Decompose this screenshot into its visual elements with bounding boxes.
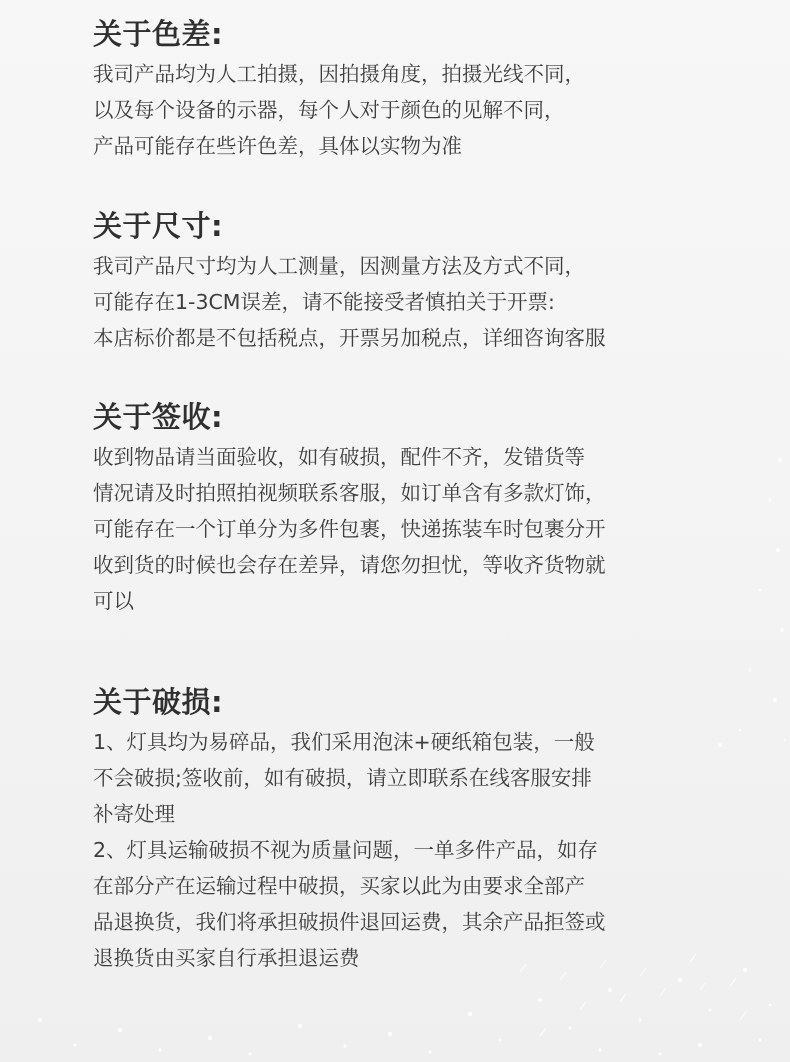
section-body xyxy=(93,439,733,619)
text-line: 1、灯具均为易碎品，我们采用泡沫+硬纸箱包装，一般 xyxy=(93,730,595,754)
section-damage xyxy=(93,682,733,976)
text-line: 在部分产在运输过程中破损，买家以此为由要求全部产 xyxy=(93,874,585,898)
text-line: 产品可能存在些许色差，具体以实物为准 xyxy=(93,134,462,158)
section-body xyxy=(93,248,733,356)
text-line: 退换货由买家自行承担退运费 xyxy=(93,946,360,970)
section-heading: 关于破损: xyxy=(93,685,224,719)
text-line: 可能存在一个订单分为多件包裹，快递拣装车时包裹分开 xyxy=(93,517,606,541)
section-body xyxy=(93,724,733,976)
text-line: 本店标价都是不包括税点，开票另加税点，详细咨询客服 xyxy=(93,326,606,350)
section-heading: 关于签收: xyxy=(93,400,224,434)
section-body xyxy=(93,56,733,164)
text-line: 可以 xyxy=(93,589,134,613)
text-line: 情况请及时拍照拍视频联系客服，如订单含有多款灯饰， xyxy=(93,481,606,505)
text-line: 不会破损;签收前，如有破损，请立即联系在线客服安排 xyxy=(93,766,592,790)
section-heading: 关于色差: xyxy=(93,17,224,51)
text-line: 补寄处理 xyxy=(93,802,175,826)
text-line: 以及每个设备的示器，每个人对于颜色的见解不同， xyxy=(93,98,565,122)
section-heading: 关于尺寸: xyxy=(93,209,224,243)
text-line: 我司产品尺寸均为人工测量，因测量方法及方式不同， xyxy=(93,254,585,278)
text-line: 可能存在1-3CM误差，请不能接受者慎拍关于开票: xyxy=(93,290,555,314)
section-size xyxy=(93,206,733,356)
text-line: 品退换货，我们将承担破损件退回运费，其余产品拒签或 xyxy=(93,910,606,934)
text-line: 我司产品均为人工拍摄，因拍摄角度，拍摄光线不同， xyxy=(93,62,585,86)
text-line: 收到货的时候也会存在差异，请您勿担忧，等收齐货物就 xyxy=(93,553,606,577)
section-signing xyxy=(93,397,733,619)
section-color-difference xyxy=(93,14,733,164)
text-line: 2、灯具运输破损不视为质量问题，一单多件产品，如存 xyxy=(93,838,599,862)
text-line: 收到物品请当面验收，如有破损，配件不齐，发错货等 xyxy=(93,445,585,469)
